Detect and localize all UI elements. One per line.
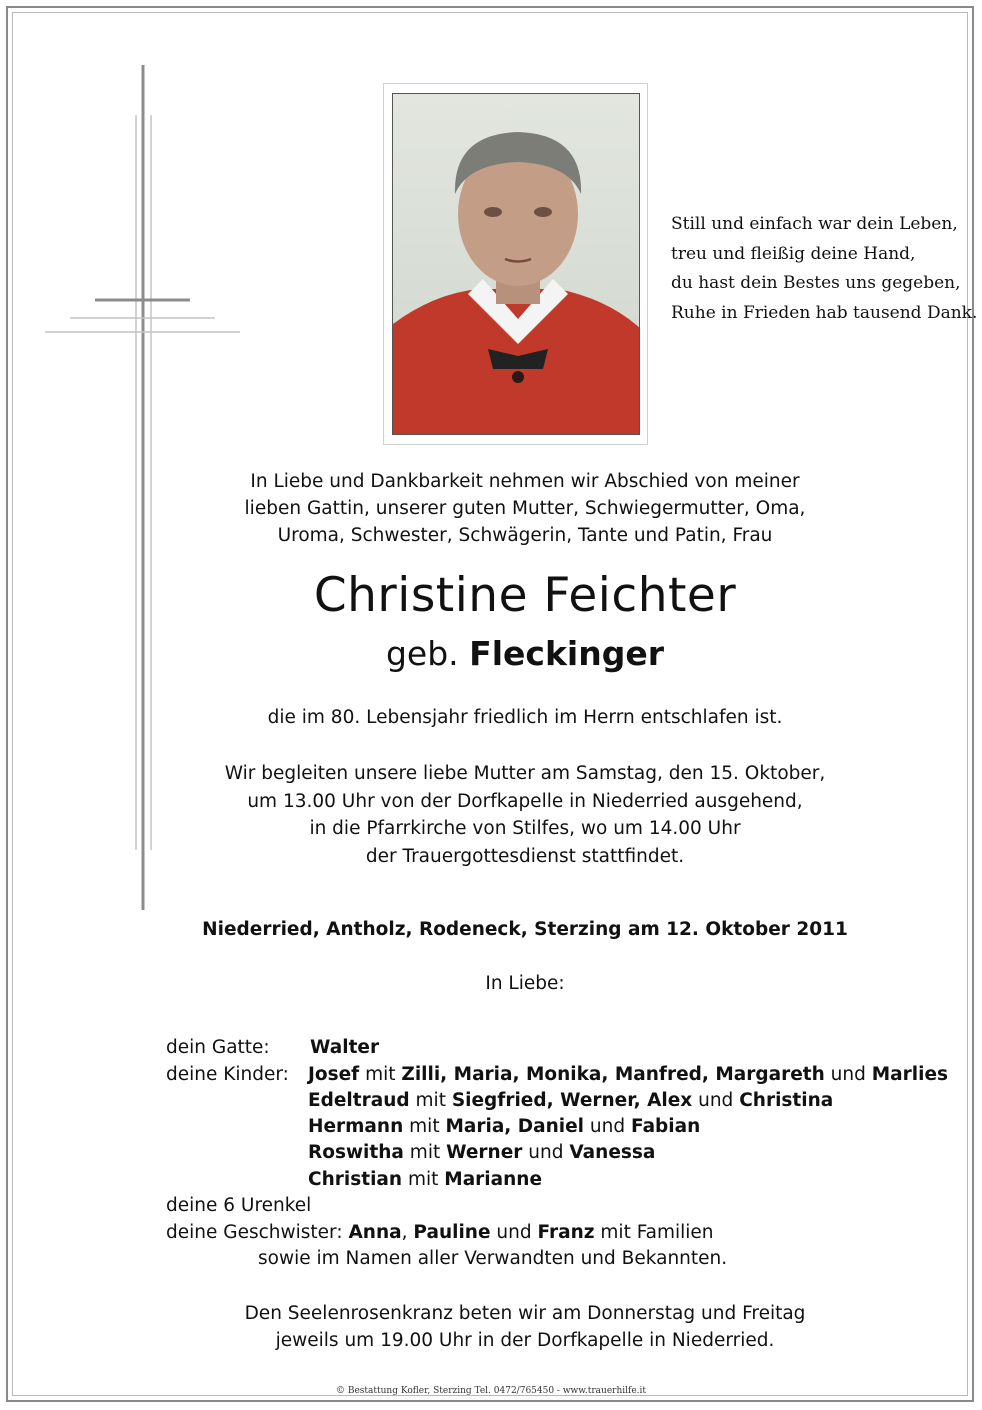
intro-text bbox=[0, 468, 982, 549]
intro-line: In Liebe und Dankbarkeit nehmen wir Abschied von meiner bbox=[250, 471, 800, 492]
poem bbox=[671, 210, 978, 328]
footer-credit: © Bestattung Kofler, Sterzing Tel. 0472/765450 - www.trauerhilfe.it bbox=[335, 1386, 647, 1396]
geschwister-line: deine Geschwister: Anna, Pauline und Franz mit Familien bbox=[166, 1222, 714, 1243]
intro-line: Uroma, Schwester, Schwägerin, Tante und Patin, Frau bbox=[277, 525, 773, 546]
funeral-info bbox=[0, 760, 982, 870]
kinder-line: Josef mit Zilli, Maria, Monika, Manfred, Margareth und Marlies bbox=[308, 1064, 949, 1085]
place-date: Niederried, Antholz, Rodeneck, Sterzing am 12. Oktober 2011 bbox=[202, 919, 848, 940]
maiden-name: Fleckinger bbox=[469, 634, 664, 673]
kinder-label: deine Kinder: bbox=[166, 1064, 289, 1085]
in-liebe-heading: In Liebe: bbox=[485, 973, 565, 994]
rosary-line: Den Seelenrosenkranz beten wir am Donnerstag und Freitag bbox=[244, 1303, 806, 1324]
poem-line: Ruhe in Frieden hab tausend Dank. bbox=[671, 302, 978, 323]
kinder-line: Roswitha mit Werner und Vanessa bbox=[308, 1142, 656, 1163]
poem-line: treu und fleißig deine Hand, bbox=[671, 243, 916, 264]
death-statement: die im 80. Lebensjahr friedlich im Herrn entschlafen ist. bbox=[267, 707, 783, 728]
intro-line: lieben Gattin, unserer guten Mutter, Schwiegermutter, Oma, bbox=[244, 498, 806, 519]
rosary-line: jeweils um 19.00 Uhr in der Dorfkapelle in Niederried. bbox=[275, 1330, 775, 1351]
kinder-line: Hermann mit Maria, Daniel und Fabian bbox=[308, 1116, 701, 1137]
gatte-name: Walter bbox=[310, 1037, 380, 1058]
maiden-name-line bbox=[0, 632, 982, 676]
rosary-info bbox=[0, 1300, 982, 1354]
deceased-name: Christine Feichter bbox=[313, 568, 737, 623]
funeral-line: um 13.00 Uhr von der Dorfkapelle in Niederried ausgehend, bbox=[247, 790, 803, 812]
funeral-line: in die Pfarrkirche von Stilfes, wo um 14.00 Uhr bbox=[309, 818, 741, 839]
gatte-label: dein Gatte: bbox=[166, 1037, 270, 1058]
funeral-line: Wir begleiten unsere liebe Mutter am Samstag, den 15. Oktober, bbox=[224, 763, 826, 784]
urenkel-line: deine 6 Urenkel bbox=[166, 1195, 312, 1216]
poem-line: du hast dein Bestes uns gegeben, bbox=[671, 273, 961, 293]
kinder-line: Edeltraud mit Siegfried, Werner, Alex und Christina bbox=[308, 1090, 834, 1111]
funeral-line: der Trauergottesdienst stattfindet. bbox=[365, 845, 685, 867]
kinder-line: Christian mit Marianne bbox=[308, 1169, 543, 1190]
portrait-photo bbox=[392, 93, 640, 435]
geb-prefix: geb. bbox=[385, 634, 459, 673]
poem-line: Still und einfach war dein Leben, bbox=[671, 214, 958, 234]
verwandte-line: sowie im Namen aller Verwandten und Bekannten. bbox=[258, 1248, 728, 1269]
